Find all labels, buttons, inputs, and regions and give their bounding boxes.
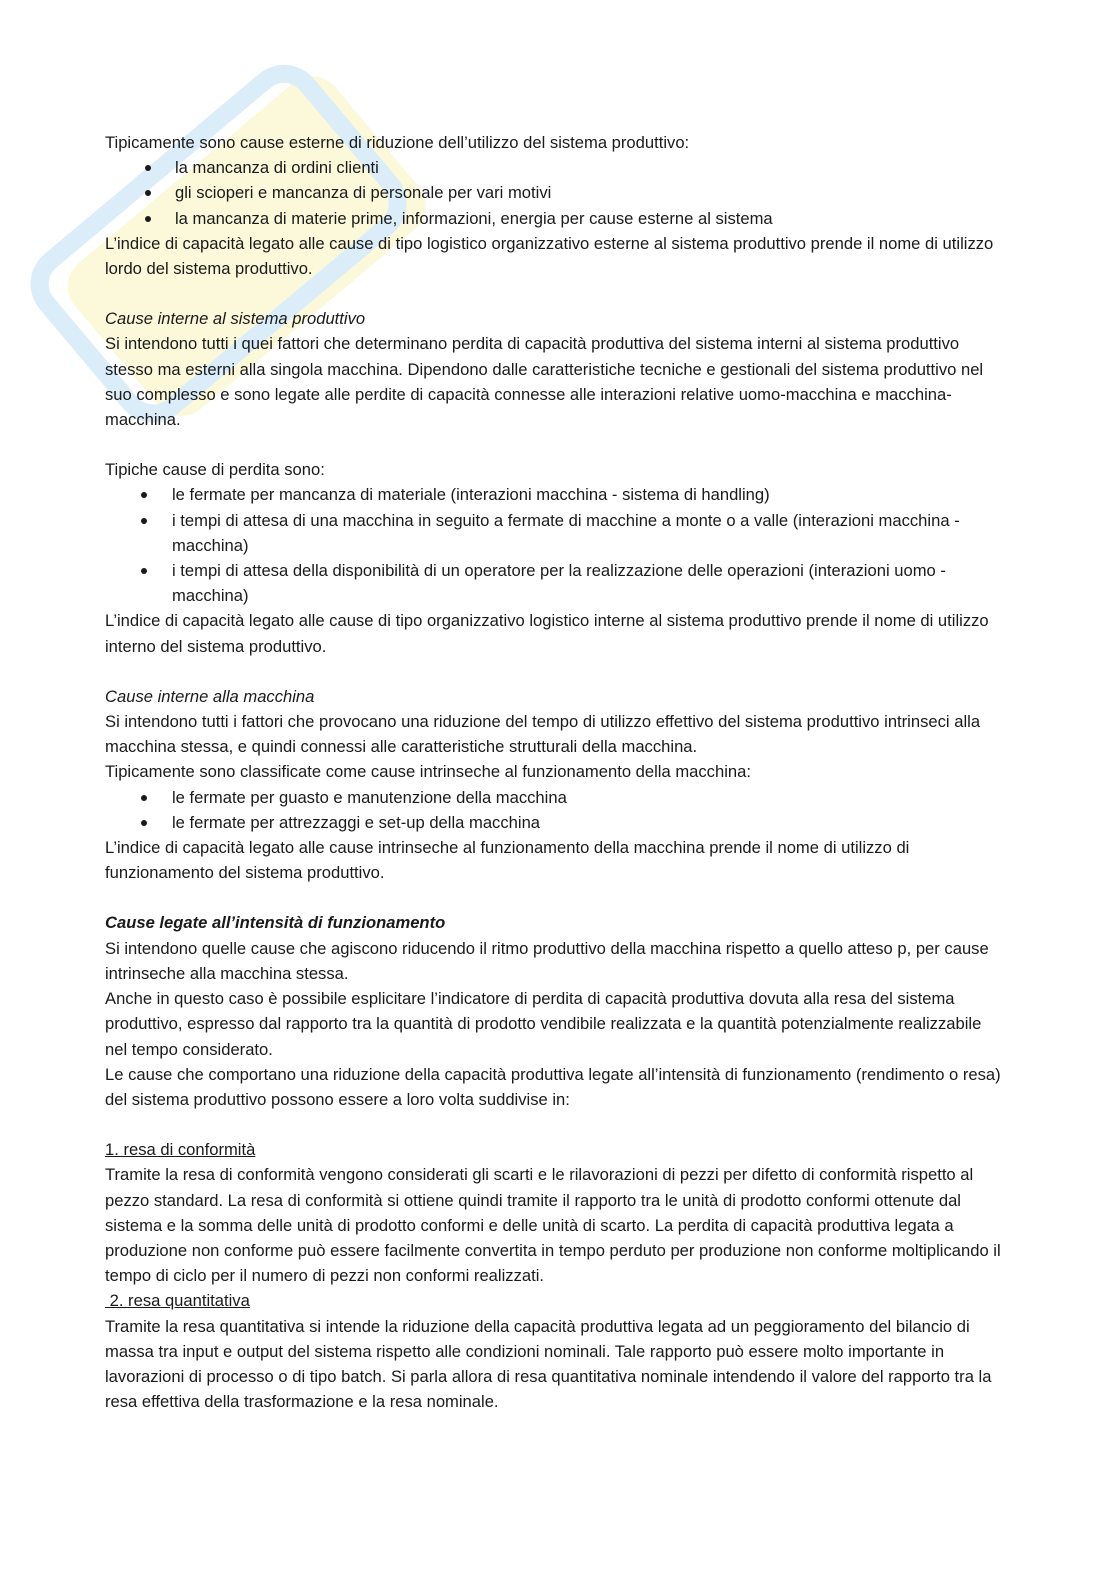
section5-heading: 1. resa di conformità [105, 1140, 256, 1160]
section4-paragraph-1: Si intendono quelle cause che agiscono riducendo il ritmo produttivo della macchina rispetto a quello atteso p, per cause intrinseche alla macchina stessa. [105, 938, 989, 983]
section6-heading: 2. resa quantitativa [105, 1291, 250, 1311]
section2-list [105, 482, 1005, 608]
list-item: le fermate per guasto e manutenzione della macchina [105, 785, 1005, 810]
section2-heading: Cause interne al sistema produttivo [105, 309, 366, 329]
section4-heading: Cause legate all’intensità di funzionamento [105, 913, 446, 933]
list-item: la mancanza di materie prime, informazioni, energia per cause esterne al sistema [105, 206, 1005, 231]
section3-list [105, 785, 1005, 835]
section6-body: Tramite la resa quantitativa si intende la riduzione della capacità produttiva legata ad un peggioramento del bilancio di massa tra input e output del sistema rispetto alle condizioni nominali. Tale rapporto può essere molto importante in lavorazioni di processo o di tipo batch. Si parla allora di resa quantitativa nominale intendendo il valore del rapporto tra la resa effettiva della trasformazione e la resa nominale. [105, 1316, 992, 1412]
list-item: i tempi di attesa della disponibilità di un operatore per la realizzazione delle operazioni (interazioni uomo - macchina) [105, 558, 1005, 608]
list-item: la mancanza di ordini clienti [105, 155, 1005, 180]
section3-heading: Cause interne alla macchina [105, 686, 315, 706]
section5-body: Tramite la resa di conformità vengono considerati gli scarti e le rilavorazioni di pezzi per difetto di conformità rispetto al pezzo standard. La resa di conformità si ottiene quindi tramite il rapporto tra le unità di prodotto conformi ottenute dal sistema e la somma delle unità di prodotto conformi e delle unità di scarto. La perdita di capacità produttiva legata a produzione non conforme può essere facilmente convertita in tempo perduto per produzione non conforme moltiplicando il tempo di ciclo per il numero di pezzi non conformi realizzati. [105, 1165, 1001, 1286]
section3-conclusion: L’indice di capacità legato alle cause intrinseche al funzionamento della macchina prende il nome di utilizzo di funzionamento del sistema produttivo. [105, 838, 910, 883]
list-item: i tempi di attesa di una macchina in seguito a fermate di macchine a monte o a valle (interazioni macchina - macchina) [105, 508, 1005, 558]
section2-body: Si intendono tutti i quei fattori che determinano perdita di capacità produttiva del sistema interni al sistema produttivo stesso ma esterni alla singola macchina. Dipendono dalle caratteristiche tecniche e gestionali del sistema produttivo nel suo complesso e sono legate alle perdite di capacità connesse alle interazioni relative uomo-macchina e macchina-macchina. [105, 334, 984, 430]
list-item: gli scioperi e mancanza di personale per vari motivi [105, 180, 1005, 205]
section2-intro: Tipiche cause di perdita sono: [105, 460, 325, 480]
list-item: le fermate per mancanza di materiale (interazioni macchina - sistema di handling) [105, 482, 1005, 507]
section1-list [105, 155, 1005, 231]
section1-intro: Tipicamente sono cause esterne di riduzione dell’utilizzo del sistema produttivo: [105, 133, 690, 152]
document-page [105, 130, 1005, 1414]
section3-intro: Tipicamente sono classificate come cause intrinseche al funzionamento della macchina: [105, 762, 751, 782]
section4-paragraph-3: Le cause che comportano una riduzione della capacità produttiva legate all’intensità di funzionamento (rendimento o resa) del sistema produttivo possono essere a loro volta suddivise in: [105, 1064, 1001, 1109]
section3-body: Si intendono tutti i fattori che provocano una riduzione del tempo di utilizzo effettivo del sistema produttivo intrinseci alla macchina stessa, e quindi connessi alle caratteristiche strutturali della macchina. [105, 712, 981, 757]
section1-conclusion: L’indice di capacità legato alle cause di tipo logistico organizzativo esterne al sistema produttivo prende il nome di utilizzo lordo del sistema produttivo. [105, 233, 994, 279]
section4-paragraph-2: Anche in questo caso è possibile esplicitare l’indicatore di perdita di capacità produttiva dovuta alla resa del sistema produttivo, espresso dal rapporto tra la quantità di prodotto vendibile realizzata e la quantità potenzialmente realizzabile nel tempo considerato. [105, 989, 982, 1059]
list-item: le fermate per attrezzaggi e set-up della macchina [105, 810, 1005, 835]
section2-conclusion: L’indice di capacità legato alle cause di tipo organizzativo logistico interne al sistema produttivo prende il nome di utilizzo interno del sistema produttivo. [105, 611, 989, 656]
